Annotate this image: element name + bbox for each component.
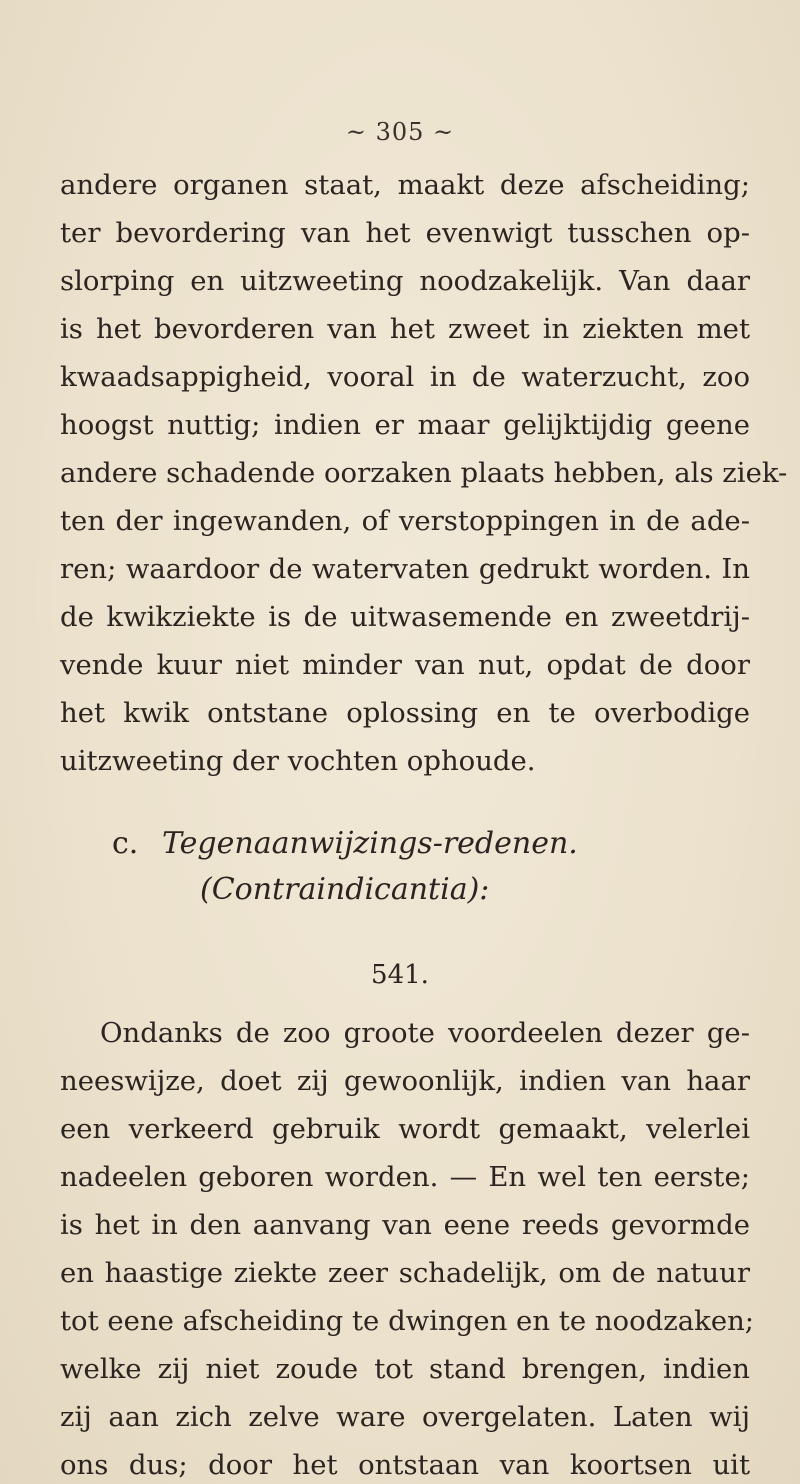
- text-line: is het bevorderen van het zweet in ziekten met: [60, 313, 750, 345]
- text-line: nadeelen geboren worden. — En wel ten eerste;: [60, 1161, 750, 1193]
- text-line: ten der ingewanden, of verstoppingen in de ade-: [60, 505, 750, 537]
- page-number: ~ 305 ~: [345, 118, 455, 146]
- text-line: hoogst nuttig; indien er maar gelijktijdig geene: [60, 409, 750, 441]
- text-line: en haastige ziekte zeer schadelijk, om de natuur: [60, 1257, 750, 1289]
- text-line: tot eene afscheiding te dwingen en te noodzaken;: [60, 1305, 755, 1337]
- section-number: 541.: [371, 960, 429, 990]
- text-line: welke zij niet zoude tot stand brengen, indien: [60, 1353, 750, 1385]
- text-line: de kwikziekte is de uitwasemende en zweetdrij-: [60, 601, 750, 633]
- text-line: ren; waardoor de watervaten gedrukt worden. In: [60, 553, 750, 585]
- section-title: Tegenaanwijzings-redenen.: [162, 826, 578, 861]
- text-line: neeswijze, doet zij gewoonlijk, indien van haar: [60, 1065, 750, 1097]
- text-line: Ondanks de zoo groote voordeelen dezer ge-: [100, 1017, 750, 1049]
- text-line: andere organen staat, maakt deze afscheiding;: [60, 169, 750, 201]
- text-line: ter bevordering van het evenwigt tusschen op-: [60, 217, 750, 249]
- text-line: kwaadsappigheid, vooral in de waterzucht, zoo: [60, 361, 750, 393]
- text-line: slorping en uitzweeting noodzakelijk. Van daar: [60, 265, 750, 297]
- text-line: andere schadende oorzaken plaats hebben, als ziek-: [60, 457, 788, 489]
- text-line: het kwik ontstane oplossing en te overbodige: [60, 697, 750, 729]
- text-line: een verkeerd gebruik wordt gemaakt, velerlei: [60, 1113, 750, 1145]
- text-line: zij aan zich zelve ware overgelaten. Laten wij: [60, 1401, 750, 1433]
- text-line: is het in den aanvang van eene reeds gevormde: [60, 1209, 750, 1241]
- section-letter: c.: [112, 826, 139, 861]
- section-subtitle: (Contraindicantia):: [200, 872, 490, 907]
- text-line: ons dus; door het ontstaan van koortsen uit: [60, 1449, 750, 1481]
- text-line: vende kuur niet minder van nut, opdat de door: [60, 649, 750, 681]
- text-line: uitzweeting der vochten ophoude.: [60, 745, 536, 777]
